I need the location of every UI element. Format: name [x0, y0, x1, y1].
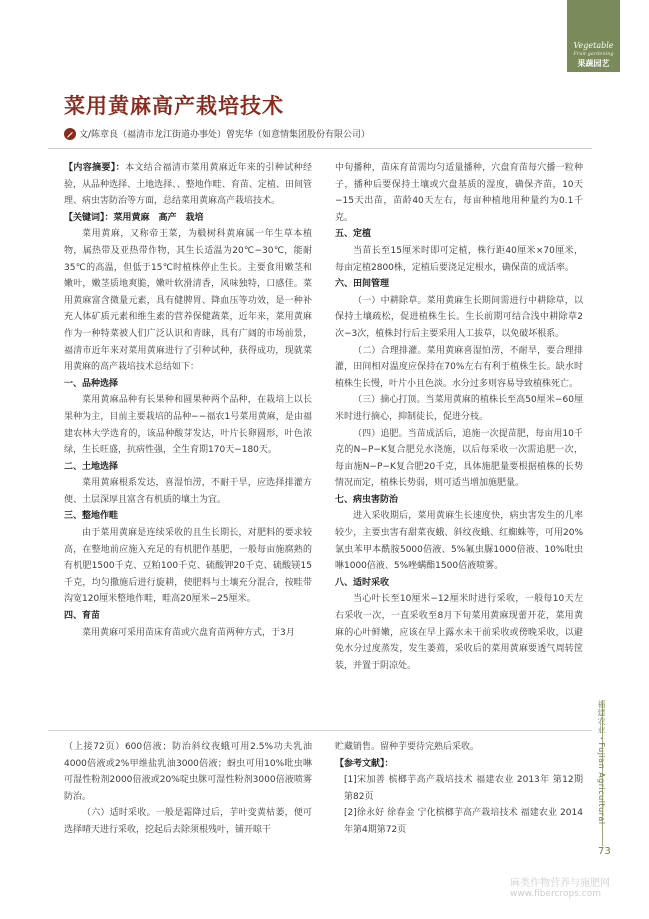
section-heading: 三、整地作畦 [64, 511, 119, 522]
paragraph: （二）合理排灌。菜用黄麻喜湿怕涝，不耐旱，要合理排灌，田间相对温度应保持在70%左右有利于植株生长。缺水时植株生长慢，叶片小且色淡。水分过多则容易导致植株死亡。 [335, 345, 583, 389]
paragraph: 贮藏销售。留种芋要待完熟后采收。 [335, 742, 480, 752]
section-heading: 四、育苗 [64, 611, 101, 622]
section-logo [567, 0, 620, 72]
keywords-label: 【关键词】： [64, 212, 114, 223]
article-title: 菜用黄麻高产栽培技术 [64, 93, 284, 118]
paragraph: 进入采收期后，菜用黄麻生长速度快，病虫害发生的几率较少，主要虫害有甜菜夜蛾、斜纹夜蛾、红蜘蛛等，可用20%氯虫苯甲本酰胺5000倍液、5%氟虫脲1000倍液、10%吡虫啉1000倍液、5%唑螨酯1500倍液喷雾。 [335, 511, 583, 572]
paragraph: 菜用黄麻根系发达，喜湿怕涝，不耐干旱，应选择排灌方便、土层深厚且富含有机质的壤土为宜。 [64, 478, 312, 505]
abstract [64, 160, 312, 210]
abstract-text: 本文结合福清市菜用黄麻近年来的引种试种经验，从品种选择、土地选择、、整地作畦、育苗、定植、田间管理、病虫害防治等方面，总结菜用黄麻高产栽培技术。 [64, 163, 312, 207]
section-heading: 二、土地选择 [64, 461, 119, 472]
section-heading: 七、病虫害防治 [335, 494, 399, 505]
section-heading: 五、定植 [335, 229, 372, 240]
paragraph: （四）追肥。当苗成活后，追施一次提苗肥，每亩用10千克的N−P−K复合肥兑水浇施，以后每采收一次需追肥一次，每亩施N−P−K复合肥20千克，具体施肥量要根据植株的长势情况而定，植株长势弱，则可适当增加施肥量。 [335, 428, 583, 489]
paragraph: （一）中耕除草。菜用黄麻生长期间需进行中耕除草，以保持土壤疏松，促进植株生长。生长前期可结合浅中耕除草2次−3次，植株封行后主要采用人工拔草，以免破坏根系。 [335, 295, 583, 339]
watermark-url: www.fibercrops.com [510, 889, 601, 899]
logo-line-en: Vegetable [573, 41, 614, 50]
divider [48, 148, 592, 149]
section-heading: 一、品种选择 [64, 378, 119, 389]
divider [48, 730, 592, 731]
paragraph: 菜用黄麻品种有长果种和圆果种两个品种，在栽培上以长果种为主，目前主要栽培的品种−−福农1号菜用黄麻，是由福建农林大学选育的，该品种酸芽发达，叶片长卵圆形，叶色浓绿，生长旺盛，抗病性强，全生育期170天−180天。 [64, 395, 312, 456]
keywords-text: 菜用黄麻 高产 栽培 [113, 212, 204, 223]
abstract-label: 【内容摘要】： [64, 163, 126, 173]
references-heading: 【参考文献】： [335, 758, 394, 769]
intro-paragraph: 菜用黄麻，又称帝王菜，为椴树科黄麻属一年生草本植物，属热带及亚热带作物，其生长适温为20℃−30℃，能耐35℃的高温，但低于15℃时植株停止生长。主要食用嫩茎和嫩叶，嫩茎质地爽脆，嫩叶软滑清香，风味独特，口感佳。菜用黄麻富含微量元素，具有健脾胃、降血压等功效，是一种补充人体矿质元素和维生素的营养保健蔬菜，近年来，菜用黄麻作为一种特菜被人们广泛认识和青睐，具有广阔的市场前景，福清市近年来对菜用黄麻进行了引种试种，获得成功，现就菜用黄麻的高产栽培技术总结如下： [64, 229, 312, 373]
paragraph: 中旬播种，苗床育苗需均匀适量播种，穴盘育苗每穴播一粒种子，播种后要保持土壤或穴盘基质的湿度，确保齐苗，10天−15天出苗，苗龄40天左右，每亩种植地用种量约为0.1千克。 [335, 163, 583, 223]
paragraph: 当苗长至15厘米时即可定植，株行距40厘米×70厘米，每亩定植2800株，定植后要浇足定根水，确保苗的成活率。 [335, 245, 583, 273]
page-number: 73 [598, 846, 611, 857]
section-heading: 八、适时采收 [335, 577, 390, 588]
right-column [335, 160, 583, 674]
pen-icon [64, 128, 76, 140]
reference-item: [1]宋加善 槟榔芋高产栽培技术 福建农业 2013年 第12期 第82页 [344, 775, 583, 802]
paragraph: （六）适时采收。一般是霜降过后，芋叶变黄枯萎，便可选择晴天进行采收，挖起后去除须根残叶，铺开晾干 [64, 808, 312, 835]
left-column [64, 160, 312, 641]
watermark-title: 麻类作物营养与施肥网 [510, 878, 610, 889]
authors: 文/陈章良（福清市龙江街道办事处）曾宪华（如意情集团股份有限公司） [79, 130, 371, 140]
paragraph: 由于菜用黄麻是连续采收的且生长期长，对肥料的要求较高，在整地前应施入充足的有机肥作基肥，一般每亩施腐熟的有机肥1500千克、豆粕100千克、硫酸钾20千克、硫酸镁15千克，均匀撒施后进行旋耕，使肥料与土壤充分混合，按畦带沟宽120厘米整地作畦，畦高20厘米−25厘米。 [64, 528, 312, 605]
journal-name: 福建农业・Fujian Agricultural [597, 700, 606, 825]
logo-line-cn: 果蔬园艺 [577, 59, 610, 68]
paragraph: 当心叶长至10厘米−12厘米时进行采收，一般每10天左右采收一次，一直采收至8月下旬菜用黄麻现蕾开花，菜用黄麻的心叶鲜嫩，应该在早上露水未干前采收或傍晚采收，以避免水分过度蒸发，发生萎蔫，采收后的菜用黄麻要透气周转筐装，并置于阴凉处。 [335, 594, 583, 671]
keywords [64, 210, 312, 227]
paragraph: （三）摘心打顶。当菜用黄麻的植株长至高50厘米−60厘米时进行摘心，抑制徒长，促进分枝。 [335, 395, 583, 422]
continued-article-left [64, 739, 312, 839]
continued-article-right [335, 739, 583, 839]
paragraph: （上接72页）600倍液；防治斜纹夜蛾可用2.5%功夫乳油4000倍液或2%甲维盐乳油3000倍液；蚜虫可用10%吡虫啉可湿性粉剂2000倍液或20%啶虫脒可湿性粉剂3000倍液喷雾防治。 [64, 742, 312, 802]
byline [64, 127, 370, 140]
section-heading: 六、田间管理 [335, 279, 390, 290]
logo-line-sub: Fruit gardening [573, 51, 614, 57]
reference-item: [2]徐永好 徐春金 宁化槟榔芋高产栽培技术 福建农业 2014年第4期第72页 [344, 808, 583, 835]
paragraph: 菜用黄麻可采用苗床育苗或穴盘育苗两种方式，于3月 [82, 627, 295, 638]
